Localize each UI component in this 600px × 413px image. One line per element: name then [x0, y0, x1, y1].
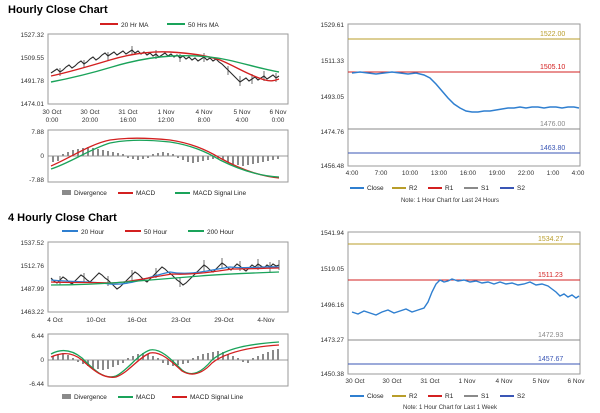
legend-label-200hour: 200 Hour: [207, 229, 234, 236]
legend-label-s1-4h: S1: [481, 393, 489, 400]
xtick-2: 31 Oct: [118, 109, 138, 116]
hourly-pivot-svg: [300, 16, 600, 206]
four-price-plot: [21, 240, 289, 316]
four-pivot-ytick-0: 1541.94: [320, 230, 344, 237]
hourly-price-xaxis: [42, 109, 287, 124]
xtick-sub-1: 20:00: [81, 117, 99, 124]
hourly-pivot-panel: [300, 16, 600, 206]
four-ytick-1: 1512.76: [20, 263, 44, 270]
level-label-r1: 1505.10: [540, 64, 566, 71]
pivot-note: Note: 1 Hour Chart for Last 24 Hours: [400, 198, 500, 204]
four-level-label-s2: 1457.67: [538, 356, 564, 363]
four-pivot-note: Note: 1 Hour Chart for Last 1 Week: [403, 405, 497, 411]
four-pivot-xtick-0: 30 Oct: [345, 378, 365, 385]
xtick-sub-2: 16:00: [119, 117, 137, 124]
hourly-price-plot: [21, 32, 289, 108]
xtick-5: 5 Nov: [233, 109, 251, 116]
legend-label-20hrma: 20 Hr MA: [121, 22, 149, 29]
four-level-label-r2: 1534.27: [538, 236, 564, 243]
four-pivot-ytick-2: 1496.16: [320, 302, 344, 309]
four-macd-ytick-0: 6.44: [31, 333, 44, 340]
four-xtick-4: 29-Oct: [214, 317, 234, 324]
four-pivot-ytick-1: 1519.05: [320, 266, 344, 273]
xtick-sub-4: 8:00: [197, 117, 211, 124]
legend-label-macd-signal: MACD Signal Line: [193, 190, 247, 197]
four-xtick-5: 4-Nov: [257, 317, 275, 324]
pivot-ytick-0: 1529.61: [320, 22, 344, 29]
legend-label-20hour: 20 Hour: [81, 229, 105, 236]
pivot-ytick-4: 1456.48: [320, 163, 344, 170]
four-hourly-pivot-svg: [300, 224, 600, 413]
hourly-macd-bars: [52, 147, 279, 166]
legend-label-macd-4h: MACD: [136, 394, 156, 401]
pivot-xtick-8: 4:00: [571, 170, 585, 177]
legend-label-s2-4h: S2: [517, 393, 525, 400]
pivot-xtick-4: 16:00: [459, 170, 477, 177]
pivot-xtick-3: 13:00: [430, 170, 448, 177]
hourly-macd-signal-line: [51, 140, 279, 177]
legend-label-r2-4h: R2: [409, 393, 418, 400]
hourly-price-panel: [0, 16, 300, 206]
four-macd-legend: [62, 394, 243, 401]
four-price-legend: [62, 229, 235, 236]
page-title-four-hourly: 4 Hourly Close Chart: [8, 212, 117, 224]
xtick-sub-6: 0:00: [271, 117, 285, 124]
xtick-3: 1 Nov: [157, 109, 175, 116]
four-xtick-2: 16-Oct: [127, 317, 147, 324]
four-pivot-xtick-4: 4 Nov: [495, 378, 513, 385]
legend-label-r1: R1: [445, 185, 454, 192]
four-pivot-xtick-2: 31 Oct: [420, 378, 440, 385]
legend-label-r1-4h: R1: [445, 393, 454, 400]
legend-label-divergence: Divergence: [74, 190, 107, 197]
four-ytick-0: 1537.52: [20, 240, 44, 247]
pivot-xtick-6: 22:00: [517, 170, 535, 177]
four-pivot-xtick-3: 1 Nov: [458, 378, 476, 385]
pivot-close-line: [352, 72, 579, 112]
four-pivot-ytick-3: 1473.27: [320, 337, 344, 344]
four-macd-ytick-2: -6.44: [29, 381, 44, 388]
hourly-ma50-line: [51, 56, 279, 82]
pivot-xtick-1: 7:00: [374, 170, 388, 177]
four-price-xaxis: [47, 317, 275, 324]
xtick-4: 4 Nov: [195, 109, 213, 116]
hourly-macd-legend: [62, 190, 246, 197]
pivot-xaxis: [346, 170, 585, 177]
pivot-ytick-3: 1474.76: [320, 129, 344, 136]
xtick-sub-3: 12:00: [157, 117, 175, 124]
four-hourly-pivot-panel: [300, 224, 600, 413]
pivot-xtick-0: 4:00: [345, 170, 359, 177]
page-title-hourly: Hourly Close Chart: [8, 4, 108, 16]
four-close-candles: [51, 263, 279, 289]
ytick-2: 1491.78: [20, 78, 44, 85]
level-label-r2: 1522.00: [540, 31, 566, 38]
hourly-close-candles: [51, 50, 279, 82]
legend-label-50hrsma: 50 Hrs MA: [188, 22, 219, 29]
four-hourly-price-svg: [0, 224, 300, 413]
four-hourly-price-panel: [0, 224, 300, 413]
pivot-legend: [350, 185, 525, 192]
four-macd-plot: [29, 333, 288, 388]
legend-label-divergence-4h: Divergence: [74, 394, 107, 401]
legend-label-s1: S1: [481, 185, 489, 192]
four-ytick-3: 1463.22: [20, 309, 44, 316]
macd-ytick-0: 7.88: [31, 129, 44, 136]
pivot-ytick-1: 1511.33: [320, 58, 344, 65]
pivot-xtick-7: 1:00: [546, 170, 560, 177]
ytick-1: 1509.55: [20, 55, 44, 62]
legend-label-close: Close: [367, 185, 384, 192]
four-pivot-legend: [350, 393, 525, 400]
hourly-macd-plot: [29, 129, 288, 184]
pivot-xtick-2: 10:00: [401, 170, 419, 177]
legend-label-macd: MACD: [136, 190, 156, 197]
legend-label-macd-signal-4h: MACD Signal Line: [190, 394, 244, 401]
four-macd-line: [51, 342, 279, 377]
hourly-price-legend: [100, 22, 219, 29]
four-macd-bars: [52, 349, 279, 370]
legend-label-r2: R2: [409, 185, 418, 192]
macd-ytick-1: 0: [40, 153, 44, 160]
four-pivot-xaxis: [345, 378, 585, 385]
ytick-0: 1527.32: [20, 32, 44, 39]
legend-label-50hour: 50 Hour: [144, 229, 168, 236]
four-ytick-2: 1487.99: [20, 286, 44, 293]
hourly-price-svg: [0, 16, 300, 206]
macd-ytick-2: -7.88: [29, 177, 44, 184]
xtick-sub-0: 0:00: [45, 117, 59, 124]
level-label-s2: 1463.80: [540, 145, 566, 152]
pivot-xtick-5: 19:00: [488, 170, 506, 177]
four-pivot-close-line: [352, 279, 579, 315]
four-xtick-0: 4 Oct: [47, 317, 63, 324]
four-xtick-1: 10-Oct: [86, 317, 106, 324]
four-macd-ytick-1: 0: [40, 357, 44, 364]
four-pivot-ytick-4: 1450.38: [320, 371, 344, 378]
ytick-3: 1474.01: [20, 101, 44, 108]
four-level-label-s1: 1472.93: [538, 332, 564, 339]
xtick-6: 6 Nov: [269, 109, 287, 116]
four-pivot-xtick-5: 5 Nov: [532, 378, 550, 385]
four-pivot-xtick-6: 6 Nov: [567, 378, 585, 385]
hourly-macd-line: [51, 138, 279, 178]
four-pivot-xtick-1: 30 Oct: [382, 378, 402, 385]
xtick-1: 30 Oct: [80, 109, 100, 116]
pivot-ytick-2: 1493.05: [320, 94, 344, 101]
xtick-sub-5: 4:00: [235, 117, 249, 124]
four-xtick-3: 23-Oct: [171, 317, 191, 324]
level-label-s1: 1476.00: [540, 121, 566, 128]
legend-label-close-4h: Close: [367, 393, 384, 400]
xtick-0: 30 Oct: [42, 109, 62, 116]
four-level-label-r1: 1511.23: [538, 272, 563, 279]
legend-label-s2: S2: [517, 185, 525, 192]
